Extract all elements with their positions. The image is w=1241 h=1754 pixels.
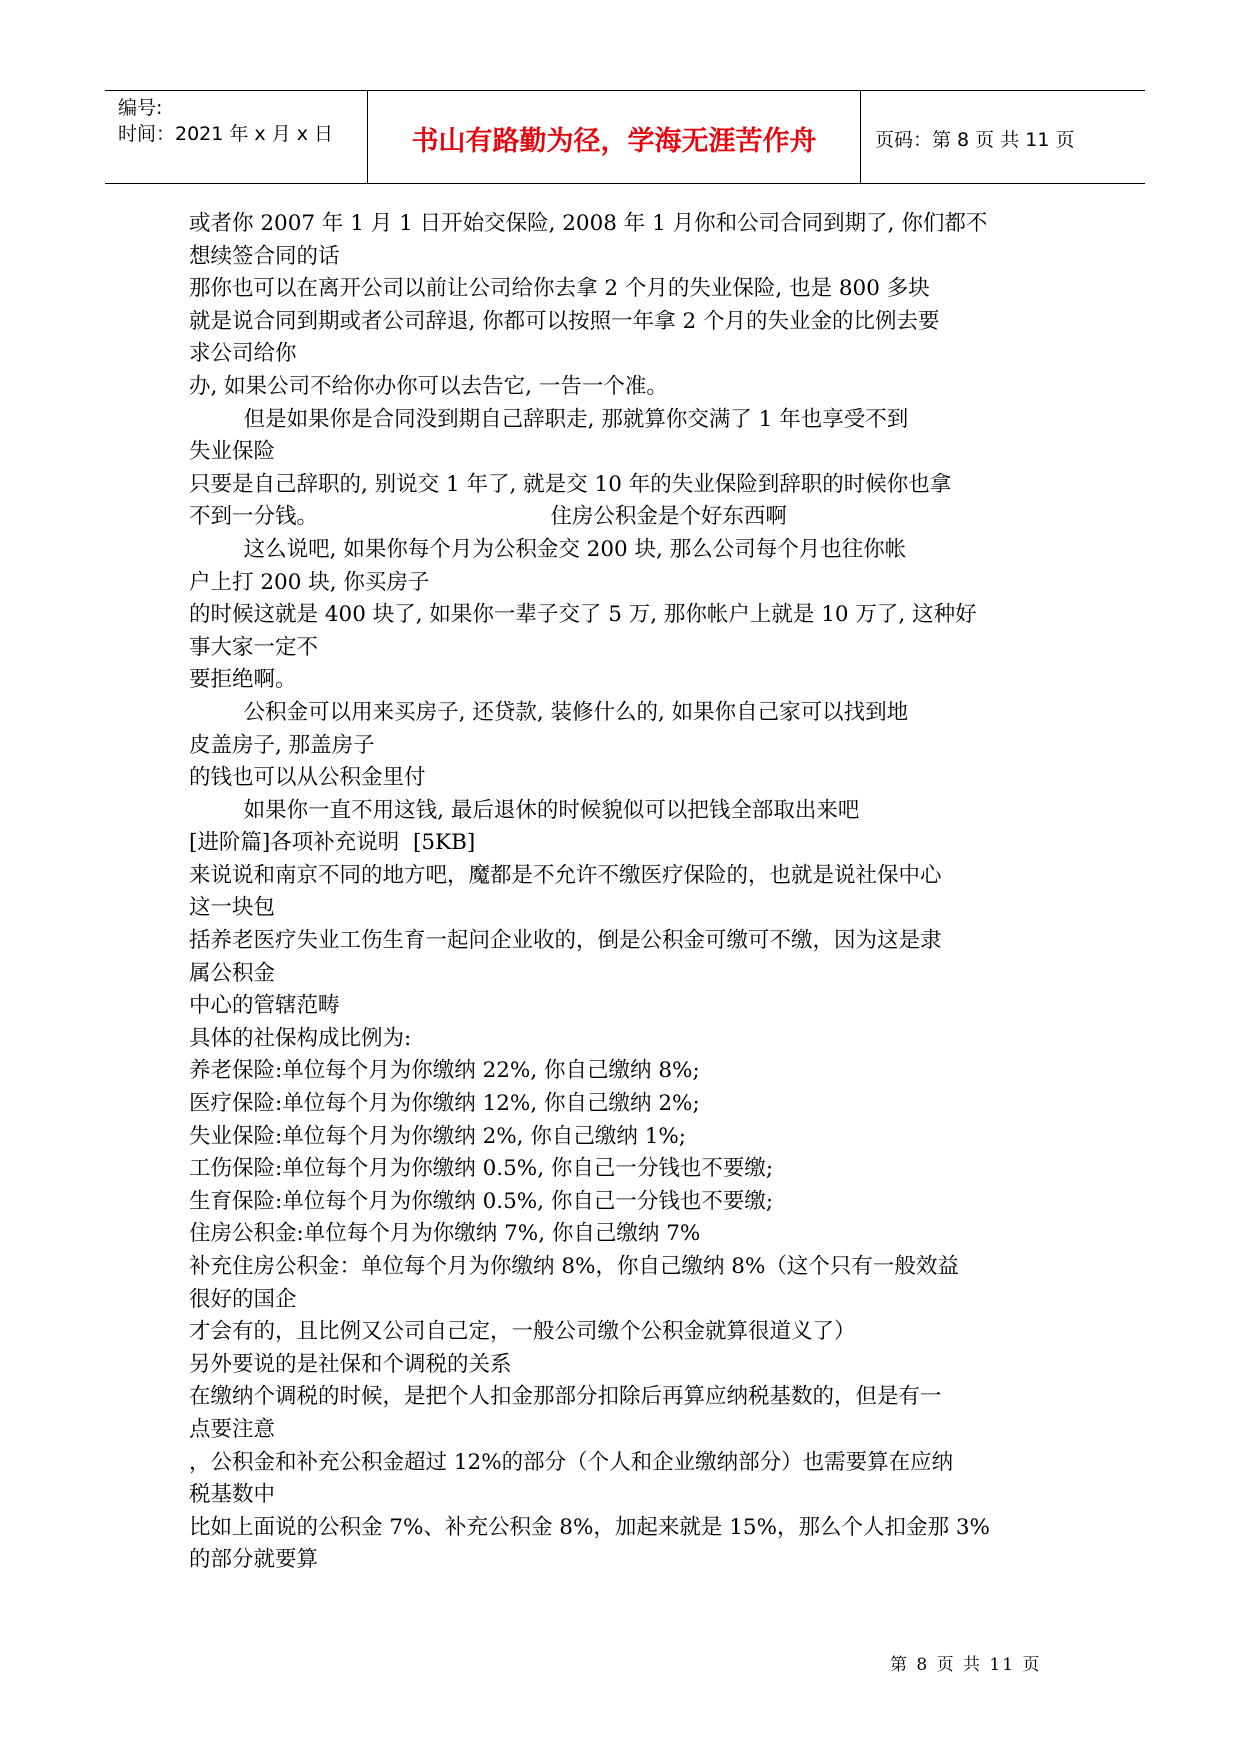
body-line: 括养老医疗失业工伤生育一起问企业收的，倒是公积金可缴可不缴，因为这是隶: [189, 928, 942, 954]
body-line: 就是说合同到期或者公司辞退, 你都可以按照一年拿 2 个月的失业金的比例去要: [189, 308, 940, 334]
body-line: 在缴纳个调税的时候，是把个人扣金那部分扣除后再算应纳税基数的，但是有一: [189, 1384, 942, 1410]
document-body: [189, 208, 1055, 1577]
body-line: 属公积金: [189, 960, 276, 986]
header-page-code: 页码：第 8 页 共 11 页: [875, 129, 1075, 151]
body-line: 补充住房公积金：单位每个月为你缴纳 8%，你自己缴纳 8%（这个只有一般效益: [189, 1254, 959, 1279]
body-line: 来说说和南京不同的地方吧，魔都是不允许不缴医疗保险的，也就是说社保中心: [189, 862, 942, 888]
document-time-label: 时间：2021 年 x 月 x 日: [118, 123, 334, 145]
body-line: 生育保险:单位每个月为你缴纳 0.5%, 你自己一分钱也不要缴;: [189, 1188, 774, 1214]
body-line: 但是如果你是合同没到期自己辞职走, 那就算你交满了 1 年也享受不到: [189, 406, 909, 432]
body-line: 只要是自己辞职的, 别说交 1 年了, 就是交 10 年的失业保险到辞职的时候你也拿: [189, 471, 952, 497]
body-line: 具体的社保构成比例为:: [189, 1025, 412, 1051]
page-header: [105, 90, 1145, 184]
header-meta-cell: [105, 91, 368, 183]
body-line: ，公积金和补充公积金超过 12%的部分（个人和企业缴纳部分）也需要算在应纳: [189, 1449, 954, 1475]
body-line: 住房公积金:单位每个月为你缴纳 7%, 你自己缴纳 7%: [189, 1221, 701, 1247]
body-line: 的时候这就是 400 块了, 如果你一辈子交了 5 万, 那你帐户上就是 10 万了, 这种好: [189, 602, 977, 628]
body-line: 失业保险:单位每个月为你缴纳 2%, 你自己缴纳 1%;: [189, 1123, 687, 1149]
page-footer-number: 第 8 页 共 11 页: [890, 1655, 1042, 1675]
body-line: 才会有的，且比例又公司自己定，一般公司缴个公积金就算很道义了）: [189, 1319, 856, 1345]
body-line: 公积金可以用来买房子, 还贷款, 装修什么的, 如果你自己家可以找到地: [189, 699, 909, 725]
body-line: 医疗保险:单位每个月为你缴纳 12%, 你自己缴纳 2%;: [189, 1091, 700, 1117]
body-line: 皮盖房子, 那盖房子: [189, 732, 375, 758]
body-line: 要拒绝啊。: [189, 667, 297, 693]
body-line: 工伤保险:单位每个月为你缴纳 0.5%, 你自己一分钱也不要缴;: [189, 1156, 774, 1182]
body-line: 求公司给你: [189, 341, 297, 367]
header-page-cell: [861, 91, 1145, 183]
body-line: 中心的管辖范畴: [189, 993, 340, 1019]
body-line: 或者你 2007 年 1 月 1 日开始交保险, 2008 年 1 月你和公司合同到期了, 你们都不: [189, 211, 988, 236]
header-motto-cell: [368, 91, 861, 183]
document-number-label: 编号:: [118, 97, 163, 119]
body-line: 办, 如果公司不给你办你可以去告它, 一告一个准。: [189, 373, 668, 399]
body-line: 很好的国企: [189, 1286, 297, 1312]
body-line: 失业保险: [189, 439, 276, 465]
body-line: 这一块包: [189, 895, 276, 921]
body-line: 不到一分钱。 住房公积金是个好东西啊: [189, 504, 787, 530]
body-line: 这么说吧, 如果你每个月为公积金交 200 块, 那么公司每个月也往你帐: [189, 536, 907, 562]
body-line: 税基数中: [189, 1482, 276, 1508]
body-line: 想续签合同的话: [189, 243, 340, 269]
body-line: 点要注意: [189, 1416, 276, 1442]
body-line: 那你也可以在离开公司以前让公司给你去拿 2 个月的失业保险, 也是 800 多块: [189, 276, 930, 302]
body-line: 养老保险:单位每个月为你缴纳 22%, 你自己缴纳 8%;: [189, 1058, 700, 1084]
body-line: 比如上面说的公积金 7%、补充公积金 8%，加起来就是 15%，那么个人扣金那 3%: [189, 1514, 990, 1540]
body-line: 的钱也可以从公积金里付: [189, 765, 426, 791]
body-line: 另外要说的是社保和个调税的关系: [189, 1351, 512, 1377]
body-line: 户上打 200 块, 你买房子: [189, 569, 430, 595]
body-line: 如果你一直不用这钱, 最后退休的时候貌似可以把钱全部取出来吧: [189, 797, 860, 823]
body-line: [进阶篇]各项补充说明 [5KB]: [189, 830, 476, 856]
body-line: 的部分就要算: [189, 1547, 319, 1573]
body-line: 事大家一定不: [189, 634, 319, 660]
header-motto: 书山有路勤为径，学海无涯苦作舟: [411, 126, 817, 157]
